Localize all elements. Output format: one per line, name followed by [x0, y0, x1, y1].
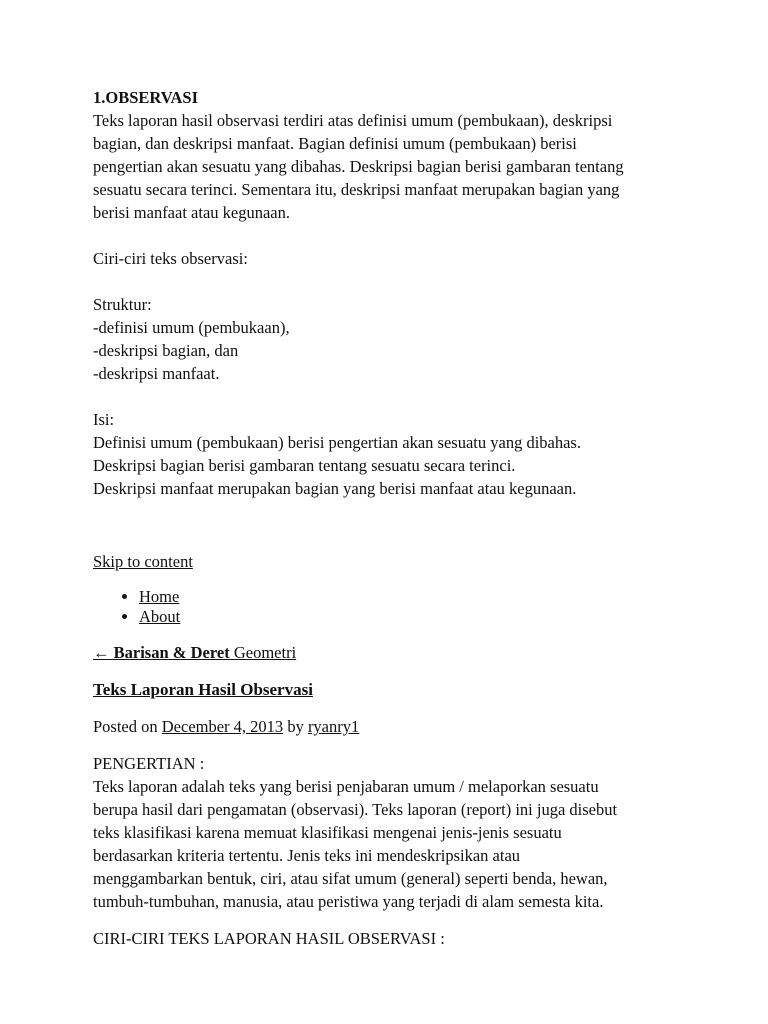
isi-line: Isi:	[93, 410, 115, 429]
intro-line: sesuatu secara terinci. Sementara itu, deskripsi manfaat merupakan bagian yang	[93, 180, 620, 199]
prev-link-rest: Geometri	[229, 643, 297, 662]
struktur-line: -deskripsi manfaat.	[93, 364, 220, 383]
prev-link-bold: ← Barisan & Deret	[93, 643, 230, 662]
isi-line: Definisi umum (pembukaan) berisi pengertian akan sesuatu yang dibahas.	[93, 433, 581, 452]
struktur-line: -deskripsi bagian, dan	[93, 341, 239, 360]
ciri-heading: CIRI-CIRI TEKS LAPORAN HASIL OBSERVASI :	[93, 929, 445, 948]
intro-line: Teks laporan hasil observasi terdiri atas definisi umum (pembukaan), deskripsi	[93, 111, 613, 130]
pengertian-line: berdasarkan kriteria tertentu. Jenis teks ini mendeskripsikan atau	[93, 846, 521, 865]
pengertian-heading: PENGERTIAN :	[93, 754, 205, 773]
about-link[interactable]: About	[139, 607, 181, 626]
post-title-link[interactable]: Teks Laporan Hasil Observasi	[93, 680, 313, 699]
menu-item-about	[139, 607, 693, 627]
pengertian-line: Teks laporan adalah teks yang berisi penjabaran umum / melaporkan sesuatu	[93, 777, 599, 796]
isi-line: Deskripsi manfaat merupakan bagian yang berisi manfaat atau kegunaan.	[93, 479, 577, 498]
skip-to-content-link[interactable]: Skip to content	[93, 552, 193, 571]
isi-line: Deskripsi bagian berisi gambaran tentang sesuatu secara terinci.	[93, 456, 516, 475]
post-date-link[interactable]: December 4, 2013	[161, 717, 284, 736]
home-link[interactable]: Home	[139, 587, 180, 606]
posted-on-label: Posted on	[93, 717, 162, 736]
pengertian-line: berupa hasil dari pengamatan (observasi). Teks laporan (report) ini juga disebut	[93, 800, 618, 819]
post-meta	[93, 715, 693, 738]
struktur-line: Struktur:	[93, 295, 152, 314]
by-label: by	[283, 717, 308, 736]
document-page	[93, 86, 693, 950]
intro-line: berisi manfaat atau kegunaan.	[93, 203, 290, 222]
intro-line: bagian, dan deskripsi manfaat. Bagian definisi umum (pembukaan) berisi	[93, 134, 577, 153]
pengertian-line: tumbuh-tumbuhan, manusia, atau peristiwa yang terjadi di alam semesta kita.	[93, 892, 604, 911]
intro-line: pengertian akan sesuatu yang dibahas. Deskripsi bagian berisi gambaran tentang	[93, 157, 624, 176]
menu-item-home	[139, 587, 693, 607]
struktur-line: -definisi umum (pembukaan),	[93, 318, 290, 337]
pengertian-line: teks klasifikasi karena memuat klasifikasi mengenai jenis-jenis sesuatu	[93, 823, 562, 842]
section-heading: 1.OBSERVASI	[93, 88, 199, 107]
previous-post-link[interactable]	[93, 643, 296, 662]
pengertian-line: menggambarkan bentuk, ciri, atau sifat umum (general) seperti benda, hewan,	[93, 869, 608, 888]
ciri-label: Ciri-ciri teks observasi:	[93, 249, 248, 268]
author-link[interactable]: ryanry1	[307, 717, 360, 736]
nav-menu	[93, 587, 693, 627]
